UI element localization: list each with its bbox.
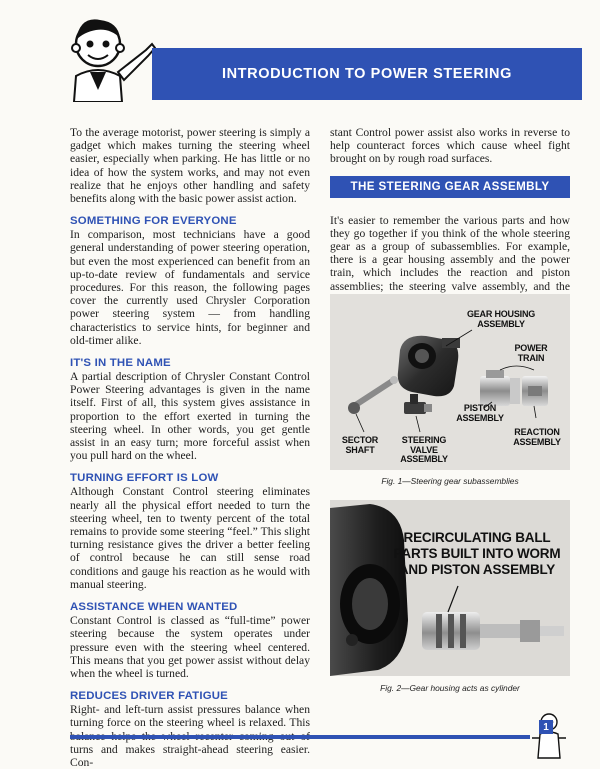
figure-steering-gear-subassemblies: [330, 294, 570, 470]
mascot-icon: [60, 10, 156, 102]
steering-gear-paragraph: It's easier to remember the various parts and how they go together if you think of the whole steering gear as a group of subassemblies. For example, there is a gear housing assembly and the power train, which includes the reaction and piston assemblies; the steering valve assembly, and the: [330, 213, 570, 293]
recirculating-ball-label: RECIRCULATING BALL PARTS BUILT INTO WORM AND PISTON ASSEMBLY: [393, 530, 561, 577]
figure1-caption: Fig. 1—Steering gear subassemblies: [381, 476, 519, 486]
gear-housing-photo: [330, 500, 570, 676]
continuation-paragraph: stant Control power assist also works in reverse to help counteract forces which cause wheel fight brought on by rough road surfaces.: [330, 126, 570, 166]
figure2-caption: Fig. 2—Gear housing acts as cylinder: [380, 683, 520, 693]
label-sector-shaft: SECTOR SHAFT: [341, 435, 379, 455]
intro-paragraph: To the average motorist, power steering is simply a gadget which makes turning the steering wheel easier, especially when parking. He has little or no idea of how the system works, and may not even realize that he enjoys other handling and safety benefits along with the basic power assist action.: [70, 126, 310, 206]
page-number: 1: [539, 720, 553, 734]
footer-rule: [70, 735, 530, 739]
page-title: INTRODUCTION TO POWER STEERING: [152, 48, 582, 100]
section-heading: REDUCES DRIVER FATIGUE: [70, 690, 228, 703]
section-text: In comparison, most technicians have a good general understanding of power steering operation, but even the most experienced can benefit from an up-to-date review of fundamentals and service procedures. For this reason, the following pages cover the currently used Chrysler Corporation power steering system — from handling characteristics to service hints, for beginner and old-timer alike.: [70, 228, 310, 347]
section-heading: TURNING EFFORT IS LOW: [70, 472, 219, 485]
section-text: Constant Control is classed as “full-time” power steering because the system operates under pressure even with the steering wheel centered. This means that you get power assist without delay when the wheel is turned.: [70, 614, 310, 680]
right-column: [330, 126, 570, 306]
left-column: [70, 126, 310, 769]
label-reaction: REACTION ASSEMBLY: [513, 427, 561, 447]
section-heading: ASSISTANCE WHEN WANTED: [70, 601, 238, 614]
label-piston: PISTON ASSEMBLY: [456, 403, 504, 423]
label-steering-valve: STEERING VALVE ASSEMBLY: [400, 435, 448, 464]
section-text: Although Constant Control steering eliminates nearly all the physical effort needed to turn the steering wheel, ten to twenty percent of the total remains to provide some steering “feel.” This slight turning resistance gives the driver a better feeling of control because he can still sense road conditions and gauge his reaction as he would with manual steering.: [70, 485, 310, 591]
section-heading: IT'S IN THE NAME: [70, 357, 171, 370]
steering-gear-heading: THE STEERING GEAR ASSEMBLY: [330, 176, 570, 198]
section-text: A partial description of Chrysler Constant Control Power Steering advantages is given in the name itself. First of all, this system gives assistance in proportion to the effort exerted in turning the steering wheel. In other words, you get gentle assist in an easy turn; more forceful assist when you pull hard on the wheel.: [70, 370, 310, 463]
section-heading: SOMETHING FOR EVERYONE: [70, 215, 237, 228]
label-power-train: POWER TRAIN: [514, 343, 548, 363]
section-text: Right- and left-turn assist pressures balance when turning force on the steering wheel is relaxed. This turns and makes straight-ahead steering easier. Con-: [70, 703, 310, 769]
label-gear-housing: GEAR HOUSING ASSEMBLY: [466, 309, 536, 329]
figure-gear-housing-cylinder: [330, 500, 570, 676]
